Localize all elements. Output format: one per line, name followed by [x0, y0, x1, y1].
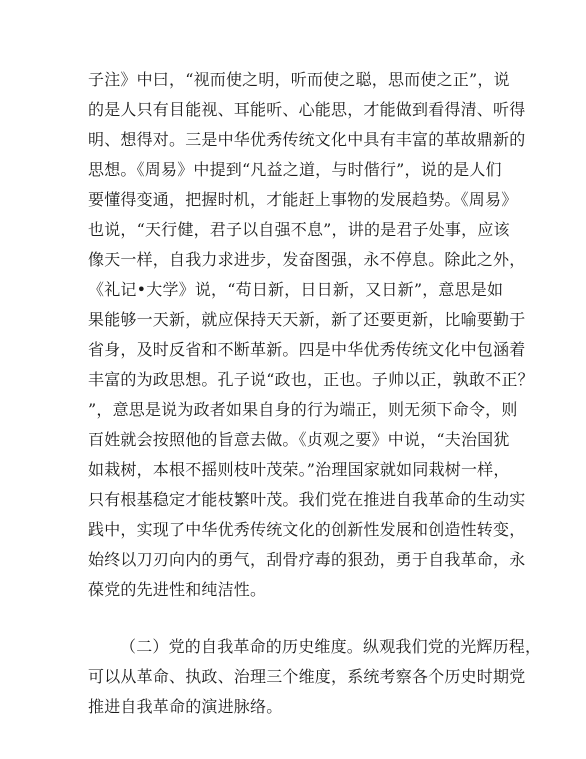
paragraph-1-line-8: 《礼记•大学》说，“苟日新，日日新，又日新”，意思是如	[88, 280, 504, 299]
paragraph-1-line-12: ”，意思是说为政者如果自身的行为端正，则无须下命令，则	[88, 400, 518, 419]
paragraph-1-line-6: 也说，“天行健，君子以自强不息”，讲的是君子处事，应该	[88, 220, 510, 239]
paragraph-1-line-17: 始终以刀刃向内的勇气，刮骨疗毒的狠劲，勇于自我革命，永	[88, 550, 526, 569]
paragraph-2-line-2: 可以从革命、执政、治理三个维度，系统考察各个历史时期党	[88, 667, 526, 686]
paragraph-1-line-4: 思想。《周易》中提到“凡益之道，与时偕行”，说的是人们	[88, 160, 502, 179]
paragraph-1-line-5: 要懂得变通，把握时机，才能赶上事物的发展趋势。《周易》	[88, 190, 518, 209]
paragraph-1-line-15: 只有根基稳定才能枝繁叶茂。我们党在推进自我革命的生动实	[88, 490, 526, 509]
paragraph-1-line-7: 像天一样，自我力求进步，发奋图强，永不停息。除此之外，	[88, 250, 526, 269]
paragraph-2-line-3: 推进自我革命的演进脉络。	[88, 697, 283, 716]
paragraph-1-line-2: 的是人只有目能视、耳能听、心能思，才能做到看得清、听得	[88, 100, 526, 119]
paragraph-1-line-18: 葆党的先进性和纯洁性。	[88, 580, 267, 599]
paragraph-1-line-16: 践中，实现了中华优秀传统文化的创新性发展和创造性转变，	[88, 520, 526, 539]
paragraph-2-line-1: （二）党的自我革命的历史维度。纵观我们党的光辉历程，	[120, 637, 542, 656]
paragraph-1-line-1: 子注》中曰，“视而使之明，听而使之聪，思而使之正”，说	[88, 70, 510, 89]
paragraph-1-line-9: 果能够一天新，就应保持天天新，新了还要更新，比喻要勤于	[88, 310, 526, 329]
paragraph-1-line-3: 明、想得对。三是中华优秀传统文化中具有丰富的革故鼎新的	[88, 130, 526, 149]
paragraph-1-line-11: 丰富的为政思想。孔子说“政也，正也。子帅以正，孰敢不正？	[88, 370, 534, 389]
paragraph-1-line-10: 省身，及时反省和不断革新。四是中华优秀传统文化中包涵着	[88, 340, 526, 359]
paragraph-1-line-14: 如栽树，本根不摇则枝叶茂荣。”治理国家就如同栽树一样，	[88, 460, 510, 479]
paragraph-1-line-13: 百姓就会按照他的旨意去做。《贞观之要》中说，“夫治国犹	[88, 430, 510, 449]
